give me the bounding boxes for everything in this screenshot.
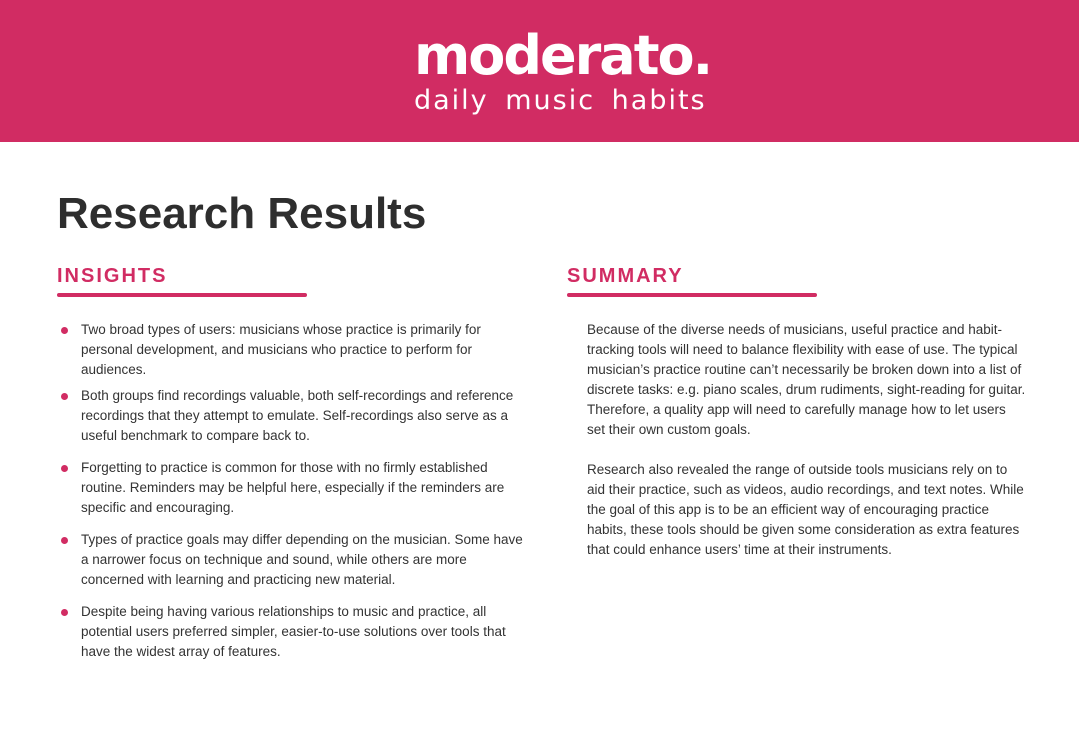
bullet-dot-icon: [61, 393, 68, 400]
insight-item: [57, 320, 527, 380]
summary-paragraph: Because of the diverse needs of musicians, useful practice and habit-tracking tools will need to balance flexibility with ease of use. The typical musician’s practice routine can’t necessarily be broken down into a list of discrete tasks: e.g. piano scales, drum rudiments, sight-reading for guitar. Therefore, a quality app will need to carefully manage how to let users set their own custom goals.: [587, 322, 1026, 437]
insight-text: Despite being having various relationships to music and practice, all potential users preferred simpler, easier-to-use solutions over tools that have the widest array of features.: [81, 604, 506, 659]
header-banner: [0, 0, 1079, 142]
summary-paragraph: Research also revealed the range of outside tools musicians rely on to aid their practice, such as videos, audio recordings, and text notes. While the goal of this app is to be an efficient way of encouraging practice habits, these tools should be given some consideration as extra features that could enhance users’ time at their instruments.: [587, 462, 1024, 557]
insight-text: Both groups find recordings valuable, both self-recordings and reference recordings that they attempt to emulate. Self-recordings also serve as a useful benchmark to compare back to.: [81, 388, 514, 443]
summary-heading: SUMMARY: [567, 265, 684, 287]
insight-text: Types of practice goals may differ depending on the musician. Some have a narrower focus on technique and sound, while others are more concerned with learning and practicing new material.: [81, 532, 523, 587]
moderato-logo: moderato.: [414, 24, 712, 87]
logo-tagline: daily music habits: [414, 85, 707, 116]
bullet-dot-icon: [61, 609, 68, 616]
insight-item: [57, 602, 527, 662]
insight-item: [57, 458, 527, 518]
insights-heading-underline: [57, 293, 307, 297]
insight-text: Forgetting to practice is common for those with no firmly established routine. Reminders may be helpful here, especially if the reminders are specific and encouraging.: [81, 460, 505, 515]
insight-text: Two broad types of users: musicians whose practice is primarily for personal development, and musicians who practice to perform for audiences.: [81, 322, 481, 377]
summary-heading-underline: [567, 293, 817, 297]
insights-list: [57, 320, 527, 662]
page-title: Research Results: [57, 189, 427, 238]
insights-heading: INSIGHTS: [57, 265, 168, 287]
insight-item: [57, 530, 527, 590]
bullet-dot-icon: [61, 327, 68, 334]
bullet-dot-icon: [61, 465, 68, 472]
summary-body: [587, 320, 1027, 580]
insight-item: [57, 386, 527, 446]
bullet-dot-icon: [61, 537, 68, 544]
